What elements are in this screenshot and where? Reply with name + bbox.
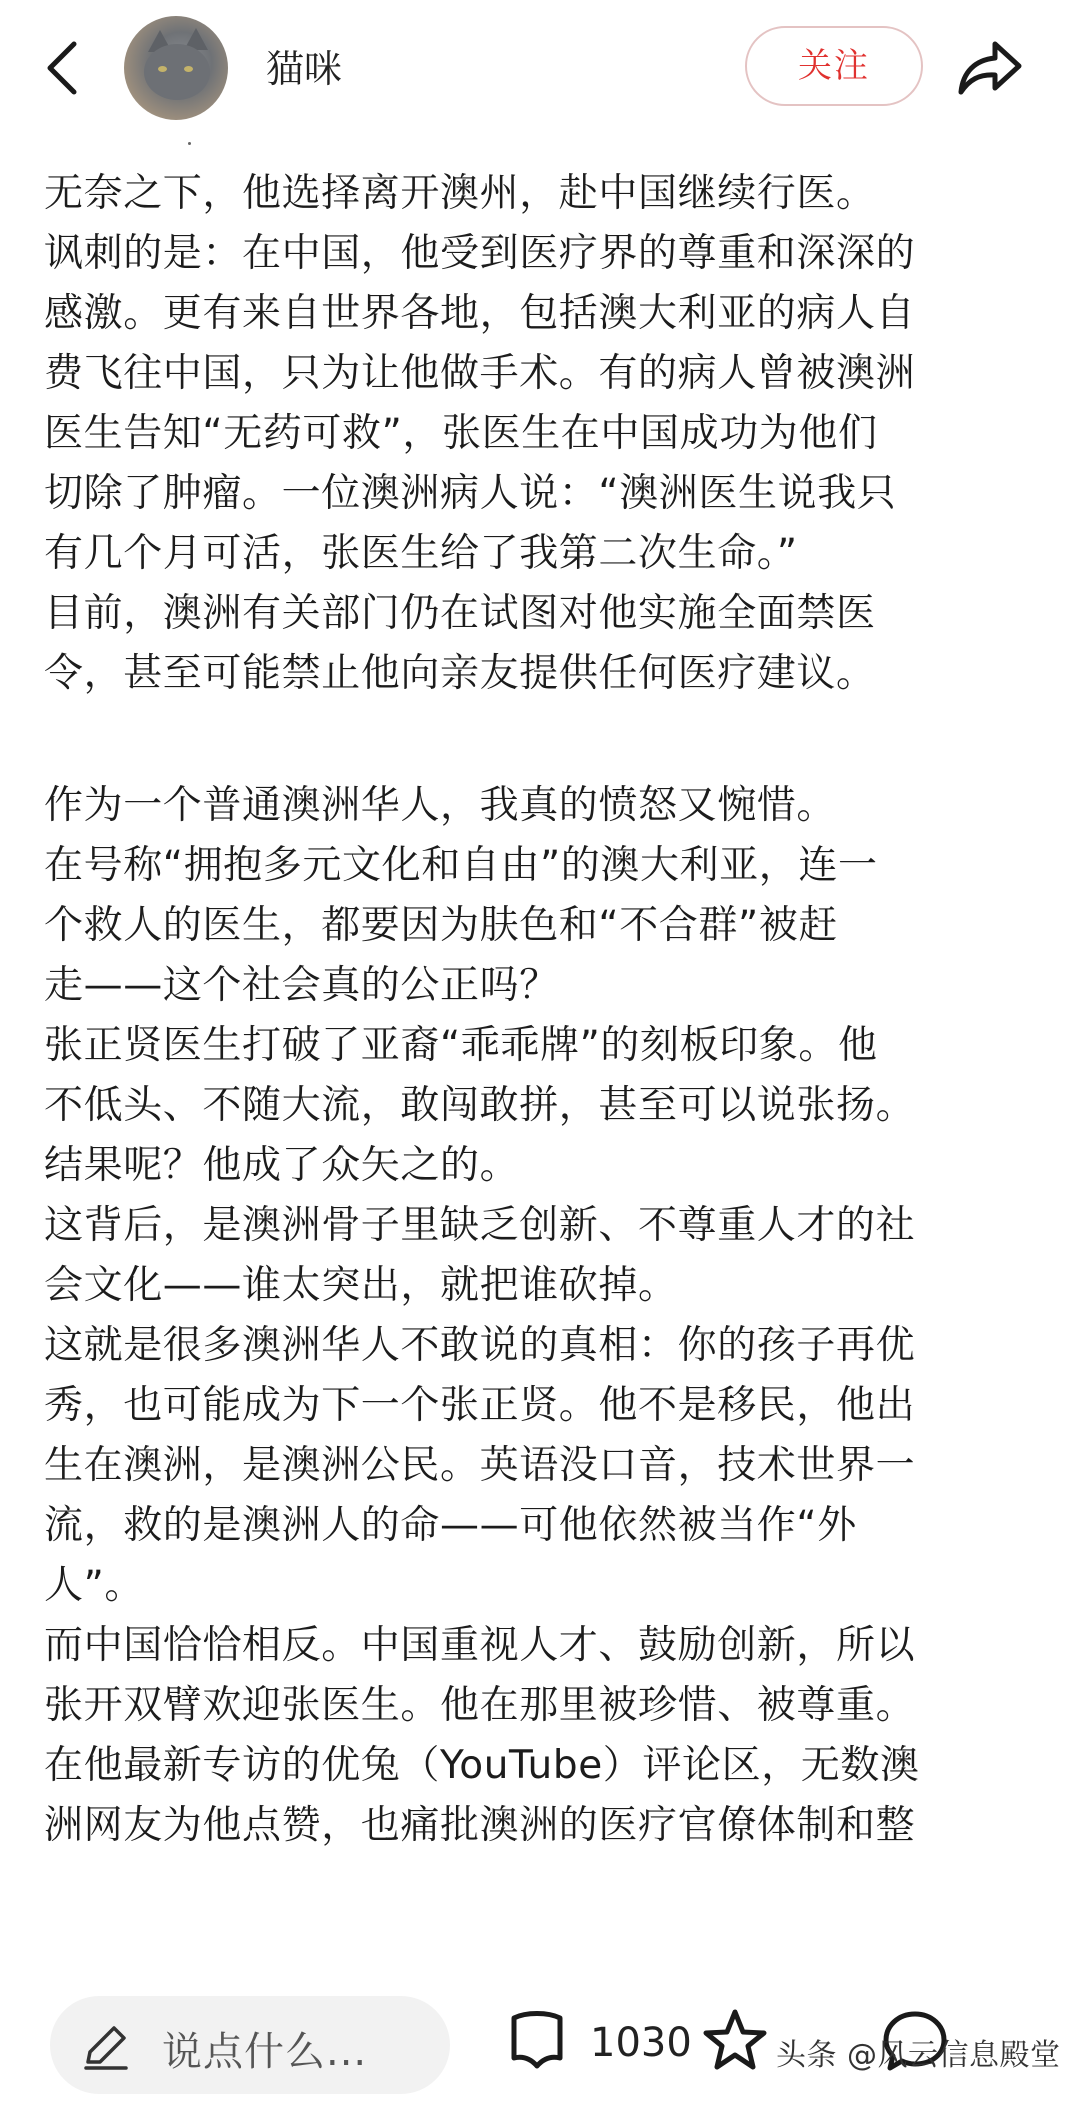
article-line: 医生告知“无药可救”，张医生在中国成功为他们 bbox=[44, 411, 878, 456]
article-line: 走——这个社会真的公正吗？ bbox=[44, 963, 559, 1008]
comment-count: 1030 bbox=[590, 2020, 692, 2066]
follow-button[interactable]: 关注 bbox=[745, 26, 923, 106]
article-line: 而中国恰恰相反。中国重视人才、鼓励创新，所以 bbox=[44, 1623, 916, 1668]
article-line: 这背后，是澳洲骨子里缺乏创新、不尊重人才的社 bbox=[44, 1203, 916, 1248]
star-icon[interactable] bbox=[700, 2006, 770, 2076]
article-line: 张开双臂欢迎张医生。他在那里被珍惜、被尊重。 bbox=[44, 1683, 916, 1728]
article-line: 洲网友为他点赞，也痛批澳洲的医疗官僚体制和整 bbox=[44, 1803, 916, 1848]
article-line: 感激。更有来自世界各地，包括澳大利亚的病人自 bbox=[44, 291, 916, 336]
article-line: 人”。 bbox=[44, 1563, 145, 1608]
article-line: 在他最新专访的优兔（YouTube）评论区，无数澳 bbox=[44, 1743, 920, 1788]
article-line: 张正贤医生打破了亚裔“乖乖牌”的刻板印象。他 bbox=[44, 1023, 878, 1068]
article-line: 会文化——谁太突出，就把谁砍掉。 bbox=[44, 1263, 678, 1308]
article-line: 结果呢？他成了众矢之的。 bbox=[44, 1143, 520, 1188]
article-line: 令，甚至可能禁止他向亲友提供任何医疗建议。 bbox=[44, 651, 876, 696]
share-arrow-icon[interactable] bbox=[955, 36, 1025, 98]
article-line: 切除了肿瘤。一位澳洲病人说：“澳洲医生说我只 bbox=[44, 471, 897, 516]
article-line: 不低头、不随大流，敢闯敢拼，甚至可以说张扬。 bbox=[44, 1083, 916, 1128]
comment-input[interactable] bbox=[50, 1996, 450, 2094]
content-fade bbox=[0, 1920, 1080, 1990]
article-line: 有几个月可活，张医生给了我第二次生命。” bbox=[44, 531, 798, 576]
article-line: 无奈之下，他选择离开澳州，赴中国继续行医。 bbox=[44, 171, 876, 216]
article-line: 秀，也可能成为下一个张正贤。他不是移民，他出 bbox=[44, 1383, 916, 1428]
bottom-action-bar bbox=[0, 1990, 1080, 2104]
article-line: 流，救的是澳洲人的命——可他依然被当作“外 bbox=[44, 1503, 857, 1548]
article-line: 个救人的医生，都要因为肤色和“不合群”被赶 bbox=[44, 903, 839, 948]
back-chevron-icon[interactable] bbox=[40, 38, 84, 98]
top-bar bbox=[0, 0, 1080, 140]
comment-placeholder: 说点什么... bbox=[162, 2029, 368, 2075]
avatar[interactable] bbox=[124, 16, 228, 120]
article-body bbox=[44, 164, 1044, 1856]
article-line: 在号称“拥抱多元文化和自由”的澳大利亚，连一 bbox=[44, 843, 878, 888]
comment-icon[interactable] bbox=[502, 2006, 572, 2076]
divider-dot bbox=[188, 142, 191, 145]
article-line: 作为一个普通澳洲华人，我真的愤怒又惋惜。 bbox=[44, 783, 837, 828]
article-line: 讽刺的是：在中国，他受到医疗界的尊重和深深的 bbox=[44, 231, 916, 276]
article-line bbox=[44, 704, 1044, 776]
pen-icon bbox=[80, 2022, 130, 2072]
article-line: 费飞往中国，只为让他做手术。有的病人曾被澳洲 bbox=[44, 351, 916, 396]
article-line: 目前，澳洲有关部门仍在试图对他实施全面禁医 bbox=[44, 591, 876, 636]
watermark: 头条 @风云信息殿堂 bbox=[776, 2038, 1061, 2073]
article-line: 生在澳洲，是澳洲公民。英语没口音，技术世界一 bbox=[44, 1443, 916, 1488]
article-line: 这就是很多澳洲华人不敢说的真相：你的孩子再优 bbox=[44, 1323, 916, 1368]
username[interactable]: 猫咪 bbox=[266, 47, 343, 91]
